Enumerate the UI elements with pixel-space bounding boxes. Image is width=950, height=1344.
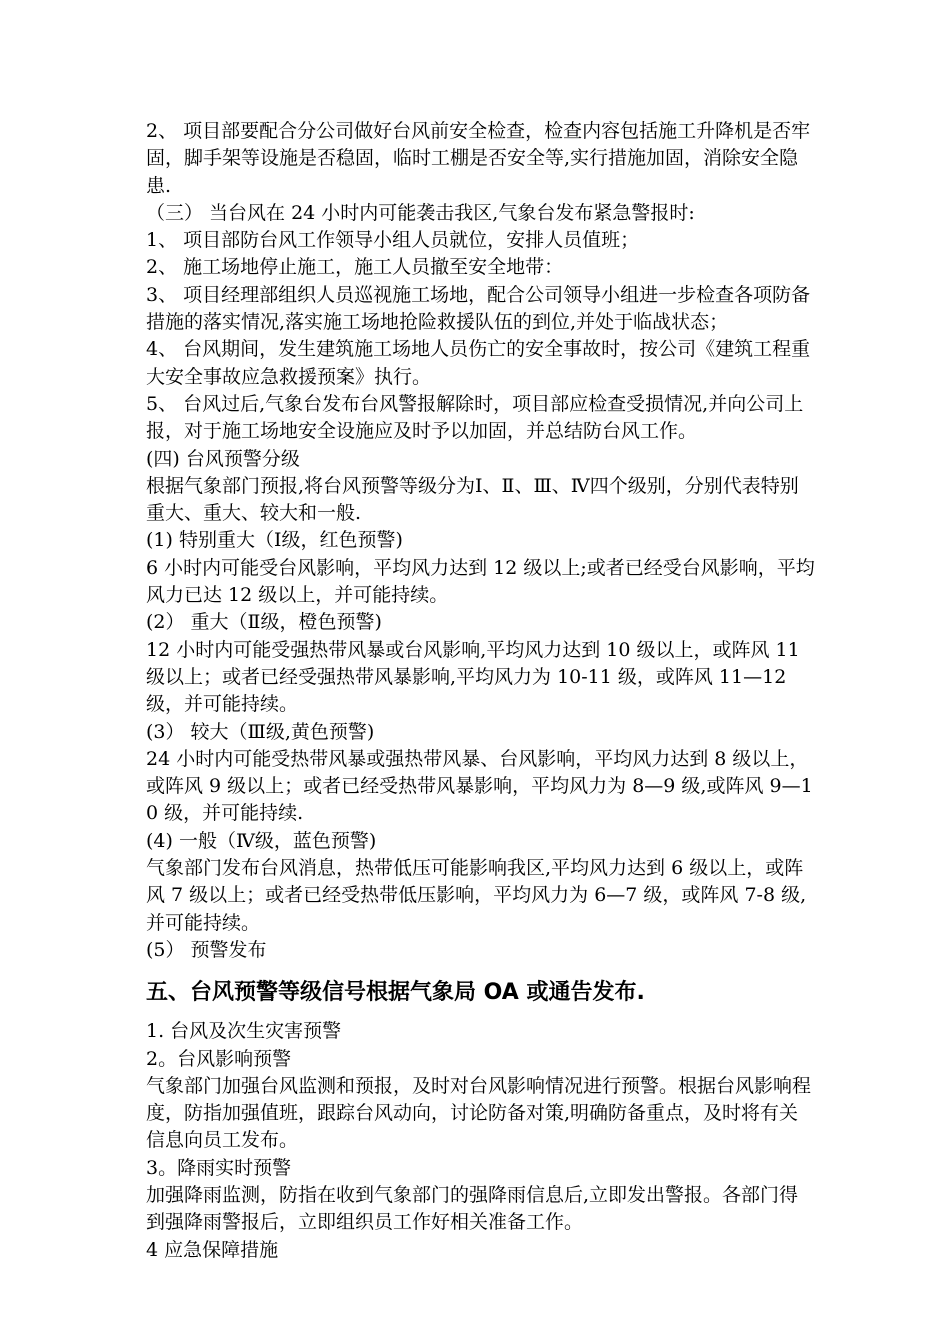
paragraph: 24 小时内可能受热带风暴或强热带风暴、台风影响，平均风力达到 8 级以上，或阵风 9 级以上；或者已经受热带风暴影响，平均风力为 8—9 级,或阵风 9—10 级，并可能持续. <box>146 747 813 825</box>
paragraph: （三） 当台风在 24 小时内可能袭击我区,气象台发布紧急警报时: <box>146 201 695 224</box>
paragraph: 1. 台风及次生灾害预警 <box>146 1020 342 1043</box>
paragraph: (2） 重大（Ⅱ级，橙色预警) <box>146 611 382 634</box>
paragraph: 加强降雨监测，防指在收到气象部门的强降雨信息后,立即发出警报。各部门得到强降雨警报后，立即组织员工作好相关准备工作。 <box>146 1183 799 1234</box>
document-body <box>146 118 816 1264</box>
paragraph: 4 应急保障措施 <box>146 1238 279 1261</box>
paragraph: 2、 施工场地停止施工，施工人员撤至安全地带： <box>146 256 564 279</box>
paragraph: 4、 台风期间，发生建筑施工场地人员伤亡的安全事故时，按公司《建筑工程重大安全事故应急救援预案》执行。 <box>146 338 811 388</box>
paragraph: 12 小时内可能受强热带风暴或台风影响,平均风力达到 10 级以上，或阵风 11 级以上；或者已经受强热带风暴影响,平均风力为 10-11 级，或阵风 11—12 级，并可能持续。 <box>146 638 800 716</box>
paragraph: 1、 项目部防台风工作领导小组人员就位，安排人员值班； <box>146 229 640 252</box>
paragraph: 2。台风影响预警 <box>146 1047 292 1070</box>
paragraph: 2、 项目部要配合分公司做好台风前安全检查，检查内容包括施工升降机是否牢固，脚手架等设施是否稳固，临时工棚是否安全等,实行措施加固，消除安全隐患. <box>146 120 811 197</box>
paragraph: (5） 预警发布 <box>146 938 267 961</box>
paragraph: (四) 台风预警分级 <box>146 447 300 470</box>
paragraph: (3） 较大（Ⅲ级,黄色预警) <box>146 720 375 743</box>
paragraph: 5、 台风过后,气象台发布台风警报解除时，项目部应检查受损情况,并向公司上报，对于施工场地安全设施应及时予以加固，并总结防台风工作。 <box>146 392 804 443</box>
paragraph: (1) 特别重大（Ⅰ级，红色预警) <box>146 529 403 552</box>
paragraph: 3、 项目经理部组织人员巡视施工场地，配合公司领导小组进一步检查各项防备措施的落实情况,落实施工场地抢险救援队伍的到位,并处于临战状态； <box>146 283 811 334</box>
paragraph: 气象部门发布台风消息，热带低压可能影响我区,平均风力达到 6 级以上，或阵风 7 级以上；或者已经受热带低压影响，平均风力为 6—7 级，或阵风 7-8 级,并可能持续。 <box>146 857 807 934</box>
section-heading: 五、台风预警等级信号根据气象局 OA 或通告发布. <box>146 980 645 1006</box>
paragraph: 3。降雨实时预警 <box>146 1156 292 1179</box>
paragraph: 6 小时内可能受台风影响，平均风力达到 12 级以上;或者已经受台风影响，平均风力已达 12 级以上，并可能持续。 <box>146 556 815 607</box>
paragraph: 气象部门加强台风监测和预报，及时对台风影响情况进行预警。根据台风影响程度，防指加强值班，跟踪台风动向，讨论防备对策,明确防备重点，及时将有关信息向员工发布。 <box>146 1074 812 1152</box>
paragraph: 根据气象部门预报,将台风预警等级分为Ⅰ、Ⅱ、Ⅲ、Ⅳ四个级别，分别代表特别重大、重大、较大和一般. <box>146 474 799 525</box>
paragraph: (4) 一般（Ⅳ级，蓝色预警) <box>146 829 377 852</box>
